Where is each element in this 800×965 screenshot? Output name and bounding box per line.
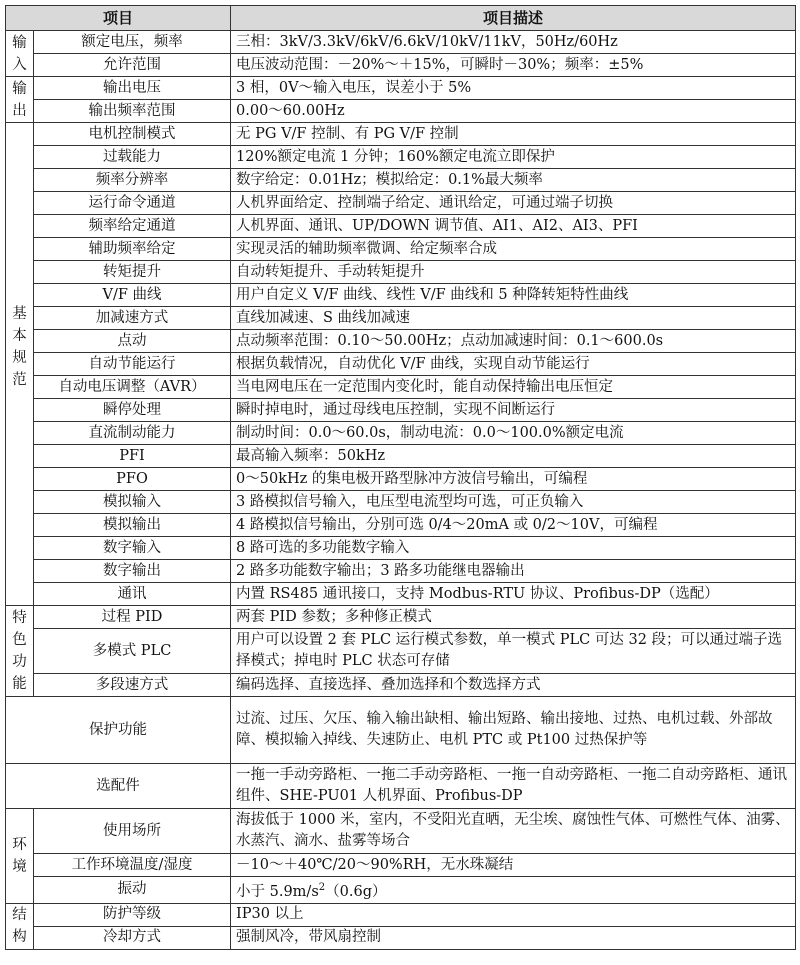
item-description: 三相：3kV/3.3kV/6kV/6.6kV/10kV/11kV，50Hz/60Hz <box>231 31 796 54</box>
item-description: 制动时间：0.0～60.0s，制动电流：0.0～100.0%额定电流 <box>231 422 796 445</box>
table-row <box>6 399 796 422</box>
table-row <box>6 629 796 674</box>
table-row <box>6 169 796 192</box>
table-row <box>6 674 796 697</box>
item-name: 模拟输入 <box>34 491 231 514</box>
table-row <box>6 583 796 606</box>
item-name: 辅助频率给定 <box>34 238 231 261</box>
item-description: 电压波动范围：－20%～＋15%，可瞬时－30%；频率：±5% <box>231 54 796 77</box>
item-name: 额定电压，频率 <box>34 31 231 54</box>
category-environment: 环境 <box>6 809 34 904</box>
category-special-features: 特色功能 <box>6 606 34 697</box>
item-description: 瞬时掉电时，通过母线电压控制，实现不间断运行 <box>231 399 796 422</box>
table-row <box>6 330 796 353</box>
item-name: 加减速方式 <box>34 307 231 330</box>
table-row <box>6 238 796 261</box>
item-name: 输出频率范围 <box>34 100 231 123</box>
vibration-value: 小于 5.9m/s <box>236 883 319 900</box>
item-name: 输出电压 <box>34 77 231 100</box>
table-row <box>6 192 796 215</box>
item-name: 数字输出 <box>34 560 231 583</box>
item-name: 自动电压调整（AVR） <box>34 376 231 399</box>
category-structure: 结构 <box>6 903 34 949</box>
table-row <box>6 809 796 854</box>
item-description: 最高输入频率：50kHz <box>231 445 796 468</box>
item-name: 通讯 <box>34 583 231 606</box>
item-description: 内置 RS485 通讯接口，支持 Modbus-RTU 协议、Profibus-DP（选配） <box>231 583 796 606</box>
item-name: 自动节能运行 <box>34 353 231 376</box>
table-row <box>6 215 796 238</box>
table-row <box>6 926 796 949</box>
item-name: 频率分辨率 <box>34 169 231 192</box>
item-name: 瞬停处理 <box>34 399 231 422</box>
table-row <box>6 376 796 399</box>
item-name: 保护功能 <box>6 697 231 764</box>
table-row <box>6 307 796 330</box>
table-header-row <box>6 6 796 31</box>
item-description: 编码选择、直接选择、叠加选择和个数选择方式 <box>231 674 796 697</box>
item-name: 频率给定通道 <box>34 215 231 238</box>
table-row <box>6 123 796 146</box>
item-description: 直线加减速、S 曲线加减速 <box>231 307 796 330</box>
category-input: 输入 <box>6 31 34 77</box>
item-name: 冷却方式 <box>34 926 231 949</box>
item-name: 振动 <box>34 877 231 904</box>
item-name: 多模式 PLC <box>34 629 231 674</box>
table-row <box>6 877 796 904</box>
vibration-exponent: 2 <box>318 882 326 893</box>
item-name: 多段速方式 <box>34 674 231 697</box>
item-name: 转矩提升 <box>34 261 231 284</box>
table-row <box>6 560 796 583</box>
item-description: 用户自定义 V/F 曲线、线性 V/F 曲线和 5 种降转矩特性曲线 <box>231 284 796 307</box>
table-row <box>6 445 796 468</box>
item-description: 2 路多功能数字输出；3 路多功能继电器输出 <box>231 560 796 583</box>
item-name: 允许范围 <box>34 54 231 77</box>
item-description: 0～50kHz 的集电极开路型脉冲方波信号输出，可编程 <box>231 468 796 491</box>
table-row <box>6 422 796 445</box>
vibration-g-value: （0.6g） <box>325 883 387 900</box>
item-name: 工作环境温度/湿度 <box>34 854 231 877</box>
item-description <box>231 877 796 904</box>
table-row <box>6 146 796 169</box>
category-basic-spec: 基本规范 <box>6 123 34 606</box>
table-row <box>6 764 796 809</box>
item-name: 使用场所 <box>34 809 231 854</box>
table-row <box>6 284 796 307</box>
item-name: PFI <box>34 445 231 468</box>
table-row <box>6 77 796 100</box>
spec-table <box>5 5 796 950</box>
item-description: 海拔低于 1000 米，室内，不受阳光直晒，无尘埃、腐蚀性气体、可燃性气体、油雾、水蒸汽、滴水、盐雾等场合 <box>231 809 796 854</box>
item-description: 根据负载情况，自动优化 V/F 曲线，实现自动节能运行 <box>231 353 796 376</box>
table-row <box>6 31 796 54</box>
item-description: 两套 PID 参数；多种修正模式 <box>231 606 796 629</box>
item-name: 点动 <box>34 330 231 353</box>
item-description: 强制风冷，带风扇控制 <box>231 926 796 949</box>
item-name: 运行命令通道 <box>34 192 231 215</box>
item-description: 用户可以设置 2 套 PLC 运行模式参数，单一模式 PLC 可达 32 段；可以通过端子选择模式；掉电时 PLC 状态可存储 <box>231 629 796 674</box>
item-description: 0.00～60.00Hz <box>231 100 796 123</box>
table-row <box>6 537 796 560</box>
header-item: 项目 <box>6 6 231 31</box>
table-row <box>6 903 796 926</box>
item-description: 实现灵活的辅助频率微调、给定频率合成 <box>231 238 796 261</box>
item-description: 当电网电压在一定范围内变化时，能自动保持输出电压恒定 <box>231 376 796 399</box>
table-row <box>6 491 796 514</box>
item-name: 过程 PID <box>34 606 231 629</box>
item-name: 防护等级 <box>34 903 231 926</box>
item-name: 过载能力 <box>34 146 231 169</box>
item-name: 数字输入 <box>34 537 231 560</box>
item-description: 点动频率范围：0.10～50.00Hz；点动加减速时间：0.1～600.0s <box>231 330 796 353</box>
header-description: 项目描述 <box>231 6 796 31</box>
item-description: 3 路模拟信号输入，电压型电流型均可选，可正负输入 <box>231 491 796 514</box>
item-description: 无 PG V/F 控制、有 PG V/F 控制 <box>231 123 796 146</box>
item-name: 电机控制模式 <box>34 123 231 146</box>
item-description: 3 相，0V～输入电压，误差小于 5% <box>231 77 796 100</box>
table-row <box>6 261 796 284</box>
item-description: －10～＋40℃/20～90%RH，无水珠凝结 <box>231 854 796 877</box>
item-description: IP30 以上 <box>231 903 796 926</box>
item-description: 过流、过压、欠压、输入输出缺相、输出短路、输出接地、过热、电机过载、外部故障、模拟输入掉线、失速防止、电机 PTC 或 Pt100 过热保护等 <box>231 697 796 764</box>
item-description: 4 路模拟信号输出，分别可选 0/4～20mA 或 0/2～10V，可编程 <box>231 514 796 537</box>
table-row <box>6 100 796 123</box>
item-description: 自动转矩提升、手动转矩提升 <box>231 261 796 284</box>
item-name: V/F 曲线 <box>34 284 231 307</box>
table-row <box>6 854 796 877</box>
table-row <box>6 54 796 77</box>
item-name: 模拟输出 <box>34 514 231 537</box>
table-row <box>6 606 796 629</box>
item-name: 选配件 <box>6 764 231 809</box>
table-row <box>6 353 796 376</box>
category-output: 输出 <box>6 77 34 123</box>
table-row <box>6 697 796 764</box>
item-description: 数字给定：0.01Hz；模拟给定：0.1%最大频率 <box>231 169 796 192</box>
item-description: 人机界面、通讯、UP/DOWN 调节值、AI1、AI2、AI3、PFI <box>231 215 796 238</box>
item-description: 120%额定电流 1 分钟；160%额定电流立即保护 <box>231 146 796 169</box>
item-description: 8 路可选的多功能数字输入 <box>231 537 796 560</box>
item-name: 直流制动能力 <box>34 422 231 445</box>
table-row <box>6 468 796 491</box>
table-row <box>6 514 796 537</box>
item-description: 一拖一手动旁路柜、一拖二手动旁路柜、一拖一自动旁路柜、一拖二自动旁路柜、通讯组件、SHE-PU01 人机界面、Profibus-DP <box>231 764 796 809</box>
item-name: PFO <box>34 468 231 491</box>
item-description: 人机界面给定、控制端子给定、通讯给定，可通过端子切换 <box>231 192 796 215</box>
